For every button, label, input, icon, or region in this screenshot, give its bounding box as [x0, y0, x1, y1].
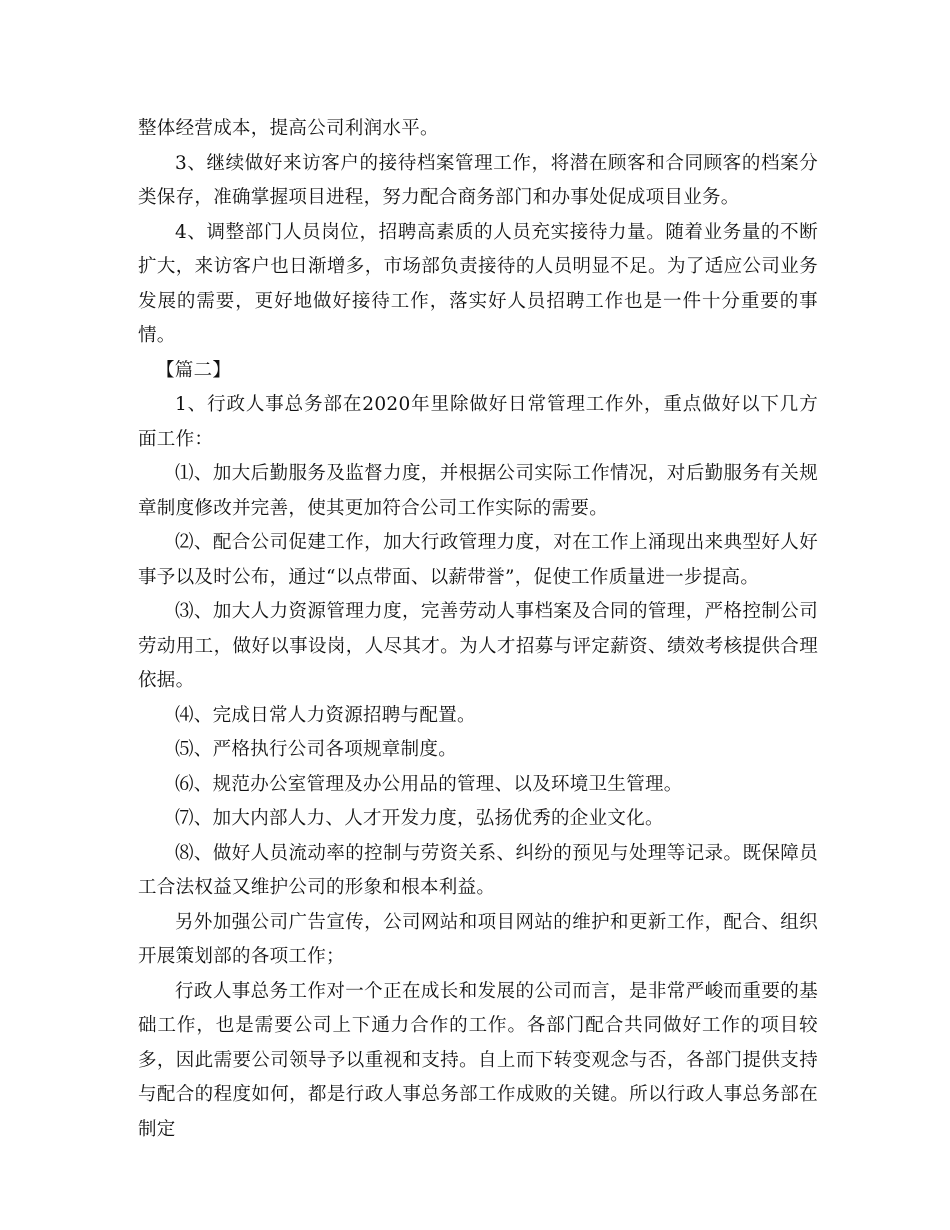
paragraph-subitem-5: ⑸、严格执行公司各项规章制度。	[175, 739, 458, 760]
paragraph-item-3: 3、继续做好来访客户的接待档案管理工作，将潜在顾客和合同顾客的档案分类保存，准确掌握项目进程，努力配合商务部门和办事处促成项目业务。	[138, 152, 818, 208]
paragraph-subitem-2: ⑵、配合公司促建工作，加大行政管理力度，对在工作上涌现出来典型好人好事予以及时公布，通过“以点带面、以薪带誉”，促使工作质量进一步提高。	[138, 532, 818, 588]
paragraph-cost-continuation: 整体经营成本，提高公司利润水平。	[138, 118, 439, 139]
paragraph-advertising: 另外加强公司广告宣传，公司网站和项目网站的维护和更新工作，配合、组织开展策划部的各项工作；	[138, 911, 818, 967]
paragraph-subitem-3: ⑶、加大人力资源管理力度，完善劳动人事档案及合同的管理，严格控制公司劳动用工，做好以事设岗，人尽其才。为人才招募与评定薪资、绩效考核提供合理依据。	[138, 601, 818, 691]
paragraph-conclusion: 行政人事总务工作对一个正在成长和发展的公司而言，是非常严峻而重要的基础工作，也是需要公司上下通力合作的工作。各部门配合共同做好工作的项目较多，因此需要公司领导予以重视和支持。自上而下转变观念与否，各部门提供支持与配合的程度如何，都是行政人事总务部工作成败的关键。所以行政人事总务部在制定	[138, 980, 818, 1140]
paragraph-subitem-6: ⑹、规范办公室管理及办公用品的管理、以及环境卫生管理。	[175, 773, 683, 795]
paragraph-subitem-8: ⑻、做好人员流动率的控制与劳资关系、纠纷的预见与处理等记录。既保障员工合法权益又维护公司的形象和根本利益。	[138, 842, 818, 898]
section-heading-part-two: 【篇二】	[156, 359, 232, 381]
document-body	[138, 112, 818, 1147]
paragraph-subitem-7: ⑺、加大内部人力、人才开发力度，弘扬优秀的企业文化。	[175, 808, 664, 829]
paragraph-item-1: 1、行政人事总务部在2020年里除做好日常管理工作外，重点做好以下几方面工作：	[138, 394, 818, 450]
paragraph-subitem-1: ⑴、加大后勤服务及监督力度，并根据公司实际工作情况，对后勤服务有关规章制度修改并完善，使其更加符合公司工作实际的需要。	[138, 463, 818, 519]
paragraph-subitem-4: ⑷、完成日常人力资源招聘与配置。	[175, 704, 476, 726]
paragraph-item-4: 4、调整部门人员岗位，招聘高素质的人员充实接待力量。随着业务量的不断扩大，来访客户也日渐增多，市场部负责接待的人员明显不足。为了适应公司业务发展的需要，更好地做好接待工作，落实好人员招聘工作也是一件十分重要的事情。	[138, 221, 818, 346]
